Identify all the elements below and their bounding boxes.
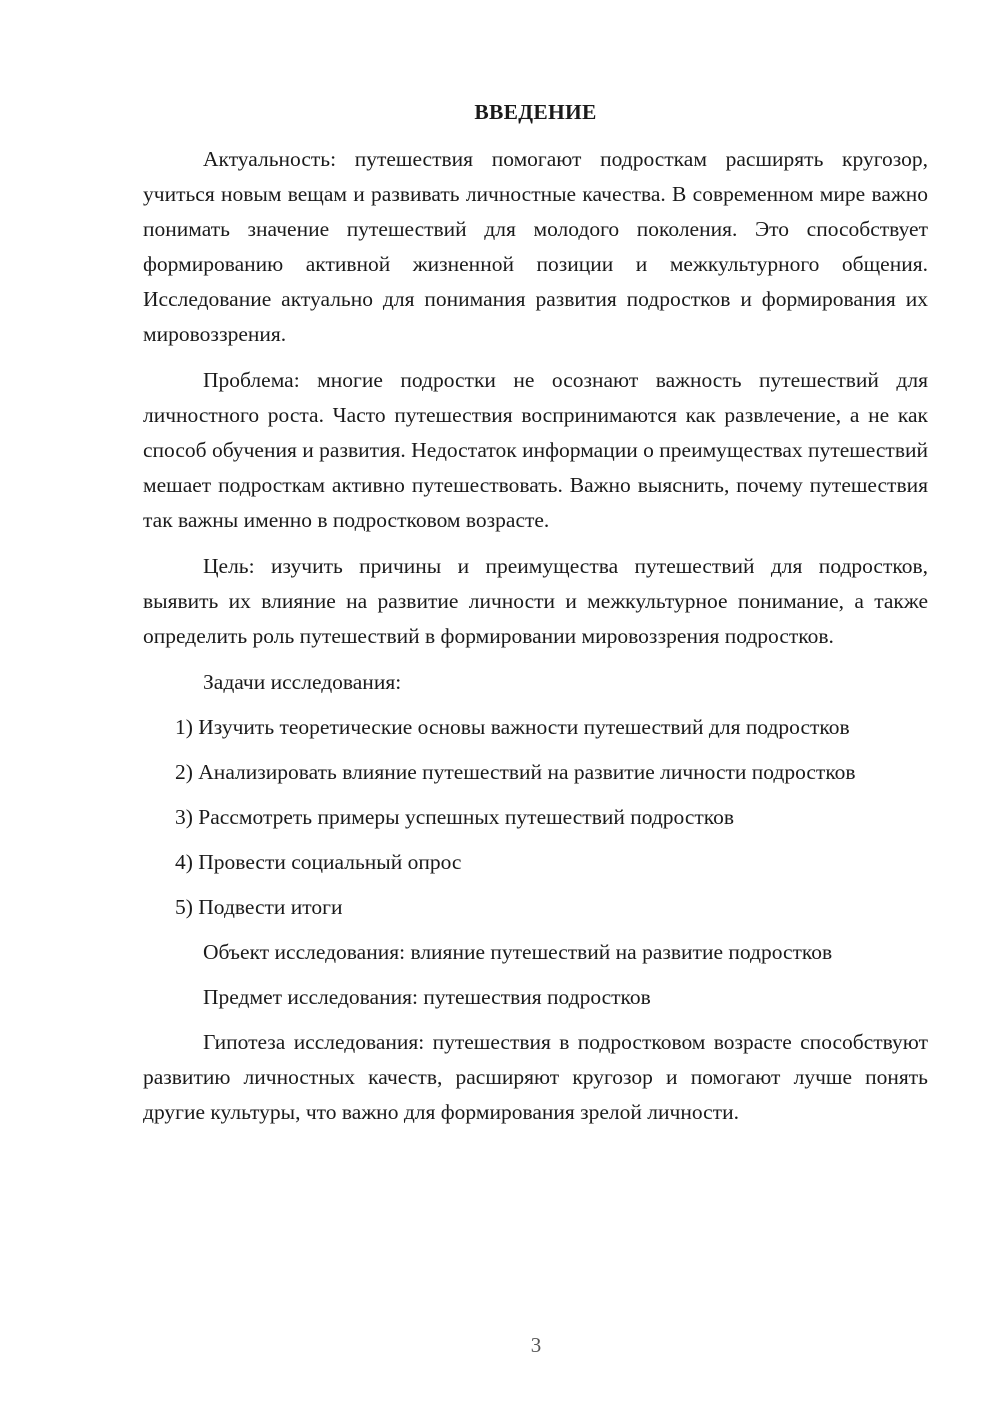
tasks-heading: Задачи исследования: — [203, 670, 402, 694]
task-item-1: 1) Изучить теоретические основы важности путешествий для подростков — [175, 715, 850, 739]
page-title: ВВЕДЕНИЕ — [474, 100, 597, 124]
research-hypothesis: Гипотеза исследования: путешествия в подростковом возрасте способствуют развитию личностных качеств, расширяют кругозор и помогают лучше понять другие культуры, что важно для формирования зрелой личности. — [143, 1030, 928, 1124]
page-number: 3 — [530, 1333, 542, 1357]
task-item-3: 3) Рассмотреть примеры успешных путешествий подростков — [175, 805, 735, 829]
task-item-4: 4) Провести социальный опрос — [175, 850, 462, 874]
document-page — [143, 95, 928, 1141]
goal-paragraph: Цель: изучить причины и преимущества путешествий для подростков, выявить их влияние на развитие личности и межкультурное понимание, а также определить роль путешествий в формировании мировоззрения подростков. — [143, 554, 928, 648]
task-item-2: 2) Анализировать влияние путешествий на развитие личности подростков — [175, 760, 856, 784]
task-item-5: 5) Подвести итоги — [175, 895, 343, 919]
relevance-paragraph: Актуальность: путешествия помогают подросткам расширять кругозор, учиться новым вещам и развивать личностные качества. В современном мире важно понимать значение путешествий для молодого поколения. Это способствует формированию активной жизненной позиции и межкультурного общения. Исследование актуально для понимания развития подростков и формирования их мировоззрения. — [143, 147, 928, 346]
problem-paragraph: Проблема: многие подростки не осознают важность путешествий для личностного роста. Часто путешествия воспринимаются как развлечение, а не как способ обучения и развития. Недостаток информации о преимуществах путешествий мешает подросткам активно путешествовать. Важно выяснить, почему путешествия так важны именно в подростковом возрасте. — [143, 368, 928, 532]
research-subject: Предмет исследования: путешествия подростков — [203, 985, 651, 1009]
research-object: Объект исследования: влияние путешествий на развитие подростков — [203, 940, 833, 964]
